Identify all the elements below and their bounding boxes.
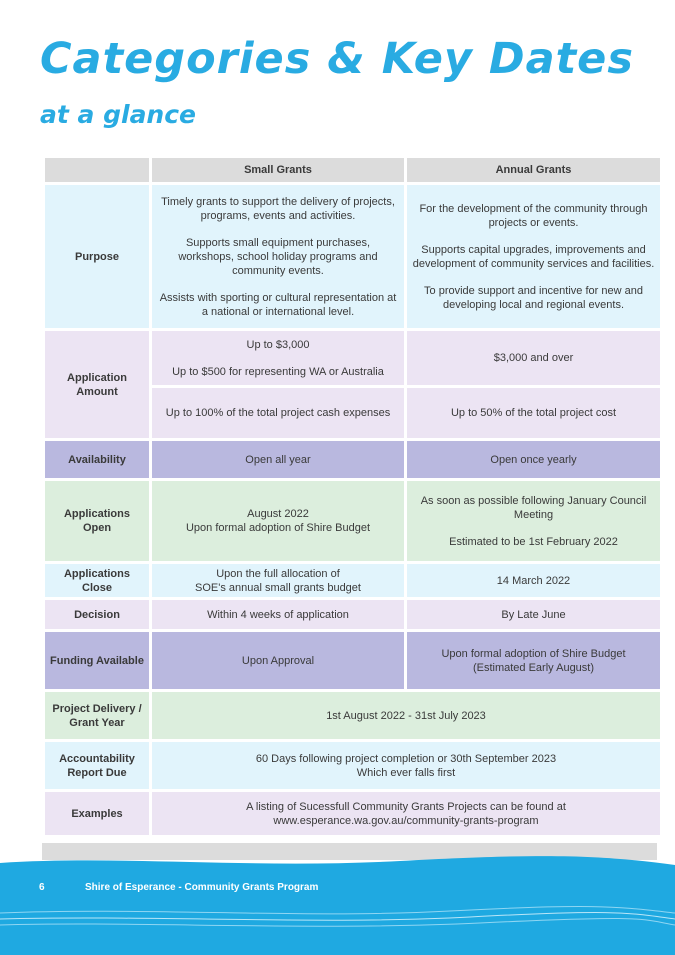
decision-annual: By Late June [407,600,660,629]
row-examples [45,792,660,835]
examples-line: www.esperance.wa.gov.au/community-grants-program [273,814,539,827]
close-small [152,564,404,597]
page-subtitle: at a glance [40,100,197,129]
page-number: 6 [39,882,45,893]
row-applications-close [45,564,660,597]
amount-small-top [152,331,404,385]
amount-small-line: Up to $3,000 [246,338,310,351]
label-accountability: Accountability Report Due [45,742,149,789]
accountability-value [152,742,660,789]
availability-small: Open all year [152,441,404,478]
availability-annual: Open once yearly [407,441,660,478]
row-purpose [45,185,660,328]
row-availability [45,441,660,478]
table-header-row [45,158,660,182]
close-annual: 14 March 2022 [407,564,660,597]
label-applications-close: Applications Close [45,564,149,597]
funding-annual-line: (Estimated Early August) [472,661,595,674]
open-small-line: August 2022 [247,508,309,520]
row-application-amount-top [45,331,660,385]
row-accountability [45,742,660,789]
wave-decoration [0,855,675,955]
header-empty-cell [45,158,149,182]
project-delivery-value: 1st August 2022 - 31st July 2023 [152,692,660,739]
label-applications-open: Applications Open [45,481,149,561]
row-applications-open [45,481,660,561]
label-purpose: Purpose [45,185,149,328]
examples-value [152,792,660,835]
label-funding-available: Funding Available [45,632,149,689]
open-annual [407,481,660,561]
examples-line: A listing of Sucessfull Community Grants Projects can be found at [246,800,566,813]
label-decision: Decision [45,600,149,629]
close-small-line: SOE's annual small grants budget [195,581,361,594]
purpose-annual-line: For the development of the community through projects or events. [419,202,648,229]
open-small-line: Upon formal adoption of Shire Budget [185,522,371,534]
purpose-small-line: Assists with sporting or cultural representation at a national or international level. [159,291,397,318]
decision-small: Within 4 weeks of application [152,600,404,629]
open-annual-line: Estimated to be 1st February 2022 [449,535,618,548]
purpose-annual [407,185,660,328]
label-project-delivery: Project Delivery / Grant Year [45,692,149,739]
funding-annual-line: Upon formal adoption of Shire Budget [441,647,626,660]
amount-small-line: Up to $500 for representing WA or Australia [172,365,384,378]
close-small-line: Upon the full allocation of [216,567,340,580]
purpose-annual-line: Supports capital upgrades, improvements and development of community services and facilities. [412,243,655,270]
accountability-line: 60 Days following project completion or 30th September 2023 [255,752,557,765]
funding-small: Upon Approval [152,632,404,689]
label-application-amount: Application Amount [45,331,149,438]
purpose-small-line: Timely grants to support the delivery of projects, programs, events and activities. [161,195,395,222]
row-decision [45,600,660,629]
purpose-small-line: Supports small equipment purchases, workshops, school holiday programs and community events. [178,236,378,277]
grants-table [42,155,663,838]
page-title: Categories & Key Dates [40,34,634,84]
funding-annual [407,632,660,689]
purpose-annual-line: To provide support and incentive for new and developing local and regional events. [424,284,643,311]
open-small [152,481,404,561]
label-examples: Examples [45,792,149,835]
row-funding-available [45,632,660,689]
amount-annual-top: $3,000 and over [407,331,660,385]
amount-small-bottom: Up to 100% of the total project cash expenses [152,388,404,438]
header-small-grants: Small Grants [152,158,404,182]
accountability-line: Which ever falls first [356,766,456,779]
header-annual-grants: Annual Grants [407,158,660,182]
amount-annual-bottom: Up to 50% of the total project cost [407,388,660,438]
footer-title: Shire of Esperance - Community Grants Program [85,882,319,893]
label-availability: Availability [45,441,149,478]
row-project-delivery [45,692,660,739]
open-annual-line: As soon as possible following January Council Meeting [420,494,647,521]
purpose-small [152,185,404,328]
